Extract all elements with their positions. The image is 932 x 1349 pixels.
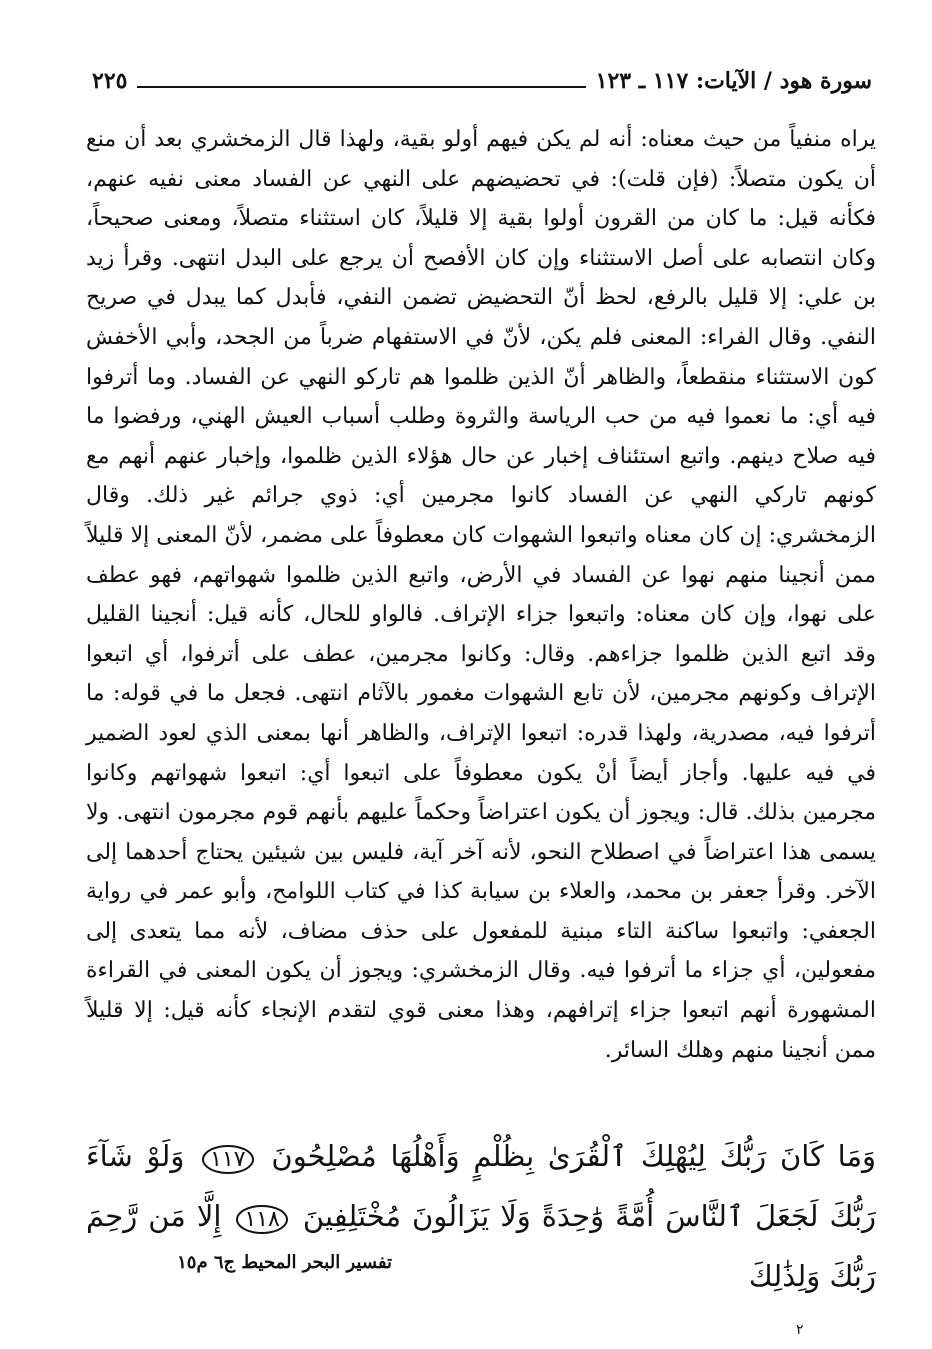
verse-text-1: وَمَا كَانَ رَبُّكَ لِيُهْلِكَ ٱلْقُرَىٰ بِظُلْمٍ وَأَهْلُهَا مُصْلِحُونَ <box>271 1139 877 1173</box>
chapter-title: سورة هود / الآيات: ١١٧ ـ ١٢٣ <box>595 68 872 94</box>
commentary-text: يراه منفياً من حيث معناه: أنه لم يكن فيهم أولو بقية، ولهذا قال الزمخشري بعد أن منع أن يكون متصلاً: (فإن قلت): في تحضيضهم على النهي عن الفساد معنى نفيه عنهم، فكأنه قيل: ما كان من القرون أولوا بقية إلا قليلاً، كان استثناء متصلاً، ومعنى صحيحاً، وكان انتصابه على أصل الاستثناء وإن كان الأفصح أن يرجع على البدل انتهى. وقرأ زيد بن علي: إلا قليل بالرفع، لحظ أنّ التحضيض تضمن النفي، فأبدل كما يبدل في صريح النفي. وقال الفراء: المعنى فلم يكن، لأنّ في الاستفهام ضرباً من الجحد، وأبي الأخفش كون الاستثناء منقطعاً، والظاهر أنّ الذين ظلموا هم تاركو النهي عن الفساد. وما أترفوا فيه أي: ما نعموا فيه من حب الرياسة والثروة وطلب أسباب العيش الهني، ورفضوا ما فيه صلاح دينهم. واتبع استئناف إخبار عن حال هؤلاء الذين ظلموا، وإخبار عنهم أنهم مع كونهم تاركي النهي عن الفساد كانوا مجرمين أي: ذوي جرائم غير ذلك. وقال الزمخشري: إن كان معناه واتبعوا الشهوات كان معطوفاً على مضمر، لأنّ المعنى إلا قليلاً ممن أنجينا منهم نهوا عن الفساد في الأرض، واتبع الذين ظلموا شهواتهم، فهو عطف على نهوا، وإن كان معناه: واتبعوا جزاء الإتراف. فالواو للحال، كأنه قيل: أنجينا القليل وقد اتبع الذين ظلموا جزاءهم. وقال: وكانوا مجرمين، عطف على أترفوا، أي اتبعوا الإتراف وكونهم مجرمين، لأن تابع الشهوات مغمور بالآثام انتهى. فجعل ما في قوله: ما أترفوا فيه، مصدرية، ولهذا قدره: اتبعوا الإتراف، والظاهر أنها بمعنى الذي لعود الضمير في فيه عليها. وأجاز أيضاً أنْ يكون معطوفاً على اتبعوا أي: اتبعوا شهواتهم وكانوا مجرمين بذلك. قال: ويجوز أن يكون اعتراضاً وحكماً عليهم بأنهم قوم مجرمون انتهى. ولا يسمى هذا اعتراضاً في اصطلاح النحو، لأنه آخر آية، فليس بين شيئين يحتاج أحدهما إلى الآخر. وقرأ جعفر بن محمد، والعلاء بن سيابة كذا في كتاب اللوامح، وأبو عمر في رواية الجعفي: واتبعوا ساكنة التاء مبنية للمفعول على حذف مضاف، لأنه مما يتعدى إلى مفعولين، أي جزاء ما أترفوا فيه. وقال الزمخشري: ويجوز أن يكون المعنى في القراءة المشهورة أنهم اتبعوا جزاء إترافهم، وهذا معنى قوي لتقدم الإنجاء كأنه قيل: إلا قليلاً ممن أنجينا منهم وهلك السائر. <box>86 127 876 1063</box>
quran-verses <box>86 1128 876 1304</box>
volume-footer-note: تفسير البحر المحيط ج٦ م١٥ <box>177 1252 392 1273</box>
verse-number-2: ١١٨ <box>236 1205 287 1234</box>
page-number: ٢٢٥ <box>92 68 128 94</box>
signature-mark: ٢ <box>796 1322 804 1338</box>
header-rule <box>137 86 585 88</box>
verse-text-3: إِلَّا مَن رَّحِمَ رَبُّكَ وَلِذَٰلِكَ <box>86 1199 876 1293</box>
verse-number-1: ١١٧ <box>202 1145 253 1174</box>
running-header <box>92 64 872 98</box>
verse-text-2: وَلَوْ شَآءَ رَبُّكَ لَجَعَلَ ٱلنَّاسَ أُمَّةً وَٰحِدَةً وَلَا يَزَالُونَ مُخْتَلِفِينَ <box>86 1139 877 1233</box>
